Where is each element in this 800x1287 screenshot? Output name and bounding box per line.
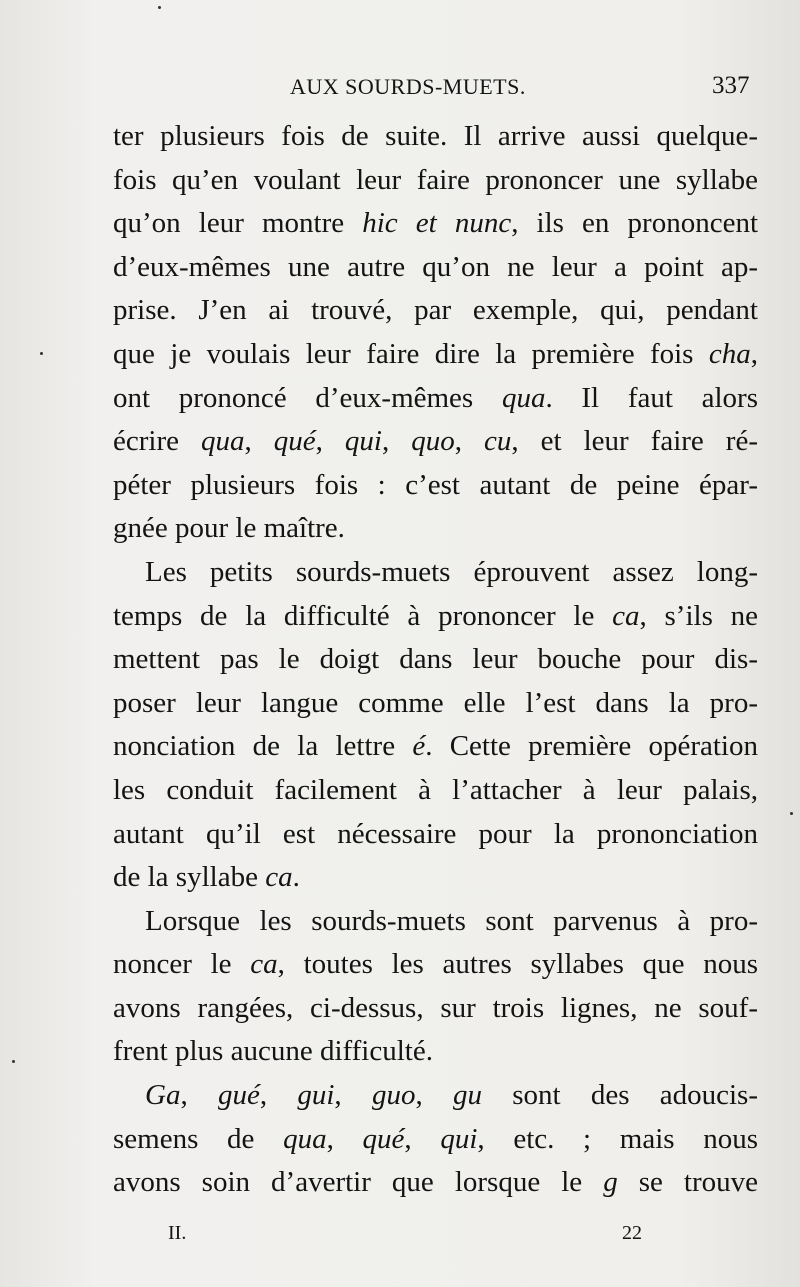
text-run: ,: [244, 425, 274, 458]
text-run: frent plus aucune difficulté.: [113, 1035, 433, 1068]
text-run: que je voulais leur faire dire la première fois: [113, 337, 709, 370]
text-run: , s’ils ne: [639, 599, 758, 632]
italic-term: qui: [440, 1122, 478, 1155]
text-run: semens de: [113, 1122, 284, 1155]
text-run: fois qu’en voulant leur faire prononcer une syllabe: [113, 163, 758, 196]
text-run: sont des adoucis-: [481, 1079, 758, 1112]
text-line: [113, 1074, 758, 1118]
text-run: , etc. ; mais nous: [477, 1122, 759, 1155]
text-run: ,: [315, 425, 345, 458]
italic-term: ca: [265, 861, 293, 894]
italic-term: gui: [297, 1079, 335, 1112]
text-run: les conduit facilement à l’attacher à leur palais,: [113, 773, 758, 806]
text-line: [113, 115, 758, 159]
italic-term: qua: [501, 381, 546, 414]
text-line: [113, 987, 758, 1031]
text-line: [113, 900, 758, 944]
page-footer: [0, 1222, 800, 1252]
text-run: ,: [259, 1079, 298, 1112]
italic-term: guo: [371, 1079, 416, 1112]
text-run: péter plusieurs fois : c’est autant de peine épar-: [113, 468, 758, 501]
text-line: [113, 1161, 758, 1205]
page-number: 337: [712, 72, 750, 99]
text-run: écrire: [113, 425, 201, 458]
text-run: poser leur langue comme elle l’est dans la pro-: [113, 686, 758, 719]
text-line: [113, 943, 758, 987]
text-run: ,: [334, 1079, 372, 1112]
text-line: [113, 333, 758, 377]
text-line: [113, 725, 758, 769]
text-run: de la syllabe: [113, 861, 266, 894]
ink-speck: [790, 812, 793, 815]
text-line: [113, 1030, 758, 1074]
text-run: . Il faut alors: [545, 381, 759, 414]
text-line: [113, 202, 758, 246]
text-line: [113, 377, 758, 421]
text-run: mettent pas le doigt dans leur bouche pour dis-: [113, 643, 758, 676]
text-run: nonciation de la lettre: [113, 730, 413, 763]
text-line: [113, 595, 758, 639]
text-run: , et leur faire ré-: [511, 425, 758, 458]
text-run: ,: [381, 425, 412, 458]
italic-term: qui: [344, 425, 382, 458]
text-line: [113, 856, 758, 900]
text-line: [113, 769, 758, 813]
text-run: ,: [454, 425, 484, 458]
text-run: avons soin d’avertir que lorsque le: [113, 1166, 604, 1199]
ink-speck: [12, 1060, 15, 1063]
italic-term: qué: [362, 1122, 405, 1155]
body-text: [113, 115, 758, 1205]
text-run: d’eux-mêmes une autre qu’on ne leur a point ap-: [113, 250, 758, 283]
text-run: , ils en prononcent: [511, 207, 759, 240]
text-run: gnée pour le maître.: [113, 512, 345, 545]
italic-term: qué: [273, 425, 316, 458]
text-line: [113, 551, 758, 595]
italic-term: hic et nunc: [362, 207, 512, 240]
text-run: . Cette première opération: [425, 730, 758, 763]
text-line: [113, 682, 758, 726]
text-line: [113, 638, 758, 682]
italic-term: cu: [484, 425, 512, 458]
text-line: [113, 420, 758, 464]
running-head: AUX SOURDS-MUETS.: [290, 74, 526, 99]
text-run: autant qu’il est nécessaire pour la prononciation: [113, 817, 758, 850]
text-run: , toutes les autres syllabes que nous: [277, 948, 758, 981]
text-run: temps de la difficulté à prononcer le: [113, 599, 613, 632]
ink-speck: [158, 6, 161, 9]
italic-term: ca: [612, 599, 640, 632]
volume-signature: II.: [168, 1222, 187, 1244]
text-run: ter plusieurs fois de suite. Il arrive aussi quelque-: [113, 120, 758, 152]
italic-term: ca: [250, 948, 278, 981]
text-line: [113, 1118, 758, 1162]
text-line: [113, 246, 758, 290]
italic-term: Ga: [145, 1079, 181, 1112]
text-run: ,: [326, 1122, 363, 1155]
italic-term: qua: [201, 425, 245, 458]
text-run: ,: [404, 1122, 441, 1155]
text-run: ,: [750, 337, 758, 370]
text-run: prise. J’en ai trouvé, par exemple, qui, pendant: [113, 294, 758, 327]
ink-speck: [40, 352, 43, 355]
text-line: [113, 507, 758, 551]
text-run: avons rangées, ci-dessus, sur trois lignes, ne souf-: [113, 991, 758, 1024]
text-run: .: [292, 861, 300, 894]
text-run: ,: [180, 1079, 218, 1112]
italic-term: gu: [452, 1079, 482, 1112]
text-line: [113, 159, 758, 203]
italic-term: qua: [283, 1122, 327, 1155]
text-run: noncer le: [113, 948, 251, 981]
page-header: [0, 72, 800, 106]
text-run: Lorsque les sourds-muets sont parvenus à pro-: [145, 904, 758, 937]
text-run: se trouve: [617, 1166, 758, 1199]
text-line: [113, 464, 758, 508]
text-run: Les petits sourds-muets éprouvent assez long-: [145, 555, 758, 588]
text-line: [113, 813, 758, 857]
text-run: ont prononcé d’eux-mêmes: [113, 381, 502, 414]
italic-term: cha: [708, 337, 751, 370]
italic-term: quo: [411, 425, 455, 458]
text-line: [113, 289, 758, 333]
sheet-signature: 22: [622, 1222, 642, 1244]
italic-term: gué: [217, 1079, 260, 1112]
text-run: ,: [415, 1079, 453, 1112]
italic-term: g: [603, 1166, 618, 1199]
italic-term: é: [412, 730, 426, 763]
text-run: qu’on leur montre: [113, 207, 363, 240]
